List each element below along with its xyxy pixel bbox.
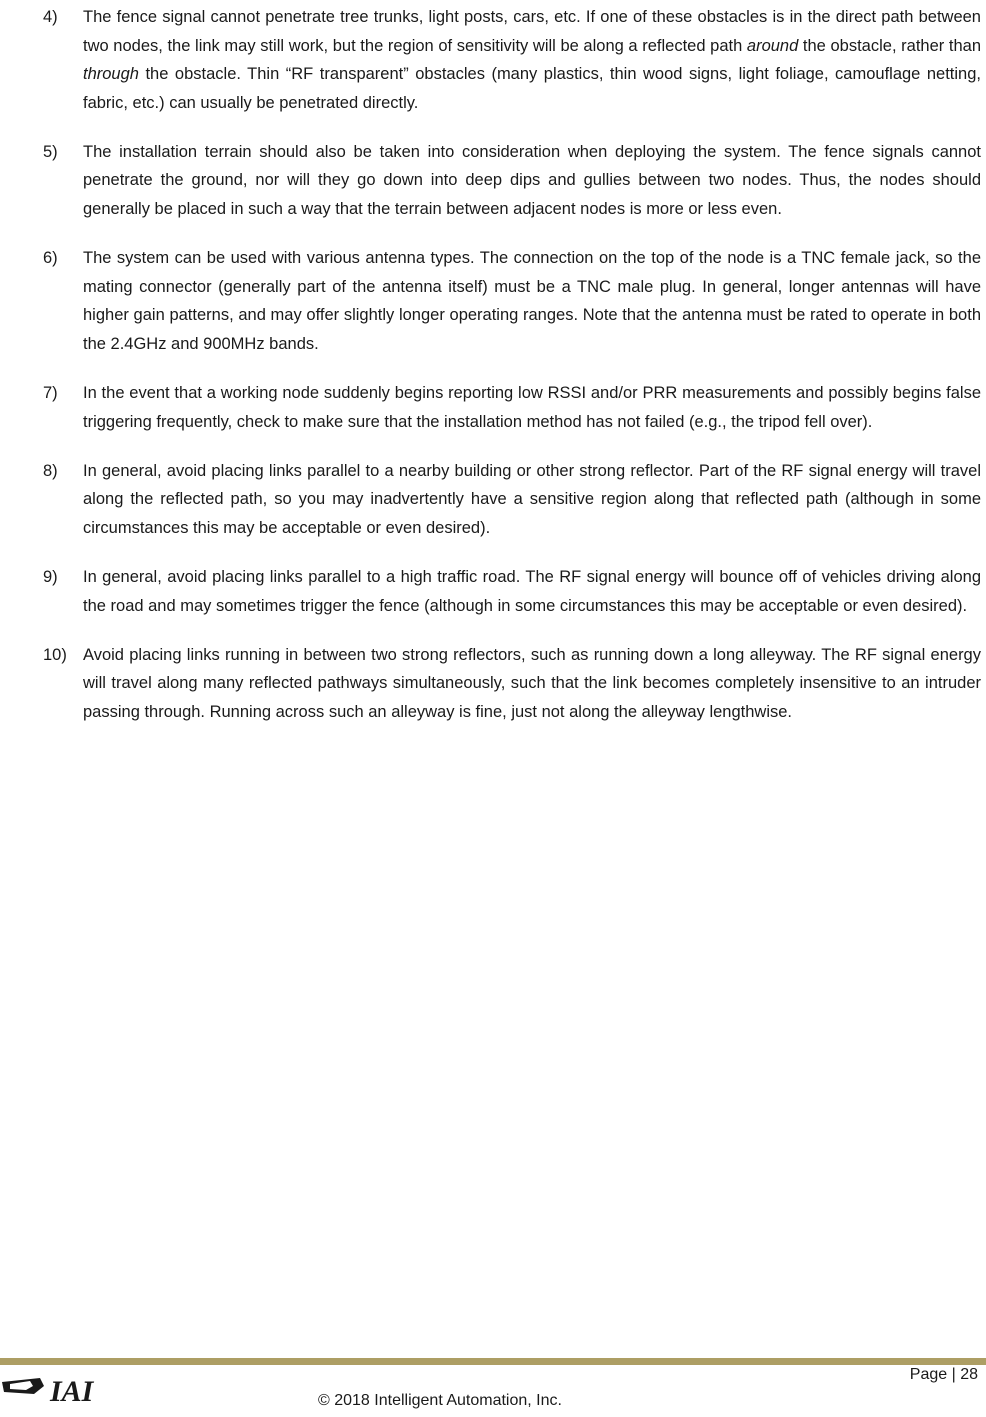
list-item	[43, 457, 981, 543]
item-number: 9)	[43, 568, 58, 586]
list-item	[43, 379, 981, 436]
item-text	[83, 563, 981, 620]
item-text	[83, 138, 981, 224]
copyright-notice: © 2018 Intelligent Automation, Inc.	[318, 1392, 562, 1409]
text-segment: the obstacle. Thin “RF transparent” obstacles (many plastics, thin wood signs, light foliage, camouflage netting, fabric, etc.) can usually be penetrated directly.	[83, 65, 981, 112]
item-number: 6)	[43, 249, 58, 268]
text-segment: the obstacle, rather than	[798, 36, 982, 55]
list-item	[43, 3, 981, 117]
item-number: 10)	[43, 645, 67, 664]
item-number: 7)	[43, 384, 58, 403]
text-segment: The installation terrain should also be taken into consideration when deploying the system. The fence signals cannot penetrate the ground, nor will they go down into deep dips and gullies between two nodes. Thus, the nodes should generally be placed in such a way that the terrain between adjacent nodes is more or less even.	[83, 142, 981, 219]
list-item	[43, 563, 981, 620]
item-text	[83, 3, 981, 117]
guideline-list	[43, 3, 981, 726]
footer-rule	[0, 1358, 986, 1365]
document-body	[43, 3, 981, 747]
item-text	[83, 379, 981, 436]
item-number: 4)	[43, 8, 58, 26]
svg-text:IAI: IAI	[50, 1375, 94, 1408]
text-segment: In general, avoid placing links parallel to a high traffic road. The RF signal energy will bounce off of vehicles driving along the road and may sometimes trigger the fence (although in some circumstances this may be acceptable or even desired).	[83, 568, 981, 615]
page-number: Page | 28	[909, 1366, 978, 1383]
emphasis-text: around	[746, 36, 799, 55]
item-number: 8)	[43, 461, 58, 480]
text-segment: In general, avoid placing links parallel to a nearby building or other strong reflector. Part of the RF signal energy will travel along the reflected path, so you may inadvertently have a sensitive region along that reflected path (although in some circumstances this may be acceptable or even desired).	[83, 461, 981, 537]
list-item	[43, 244, 981, 358]
company-logo	[0, 1372, 120, 1408]
text-segment: The fence signal cannot penetrate tree trunks, light posts, cars, etc. If one of these obstacles is in the direct path between two nodes, the link may still work, but the region of sensitivity will be along a reflected path	[83, 8, 981, 55]
iai-logo-icon	[0, 1372, 120, 1408]
item-text	[83, 641, 981, 727]
text-segment: In the event that a working node suddenly begins reporting low RSSI and/or PRR measurements and possibly begins false triggering frequently, check to make sure that the installation method has not failed (e.g., the tripod fell over).	[83, 384, 981, 431]
item-text	[83, 457, 981, 543]
list-item	[43, 641, 981, 727]
item-text	[83, 244, 981, 358]
item-number: 5)	[43, 142, 58, 161]
text-segment: Avoid placing links running in between two strong reflectors, such as running down a long alleyway. The RF signal energy will travel along many reflected pathways simultaneously, such that the link becomes completely insensitive to an intruder passing through. Running across such an alleyway is fine, just not along the alleyway lengthwise.	[83, 645, 981, 721]
list-item	[43, 138, 981, 224]
text-segment: The system can be used with various antenna types. The connection on the top of the node is a TNC female jack, so the mating connector (generally part of the antenna itself) must be a TNC male plug. In general, longer antennas will have higher gain patterns, and may offer slightly longer operating ranges. Note that the antenna must be rated to operate in both the 2.4GHz and 900MHz bands.	[83, 249, 981, 353]
emphasis-text: through	[83, 65, 139, 84]
